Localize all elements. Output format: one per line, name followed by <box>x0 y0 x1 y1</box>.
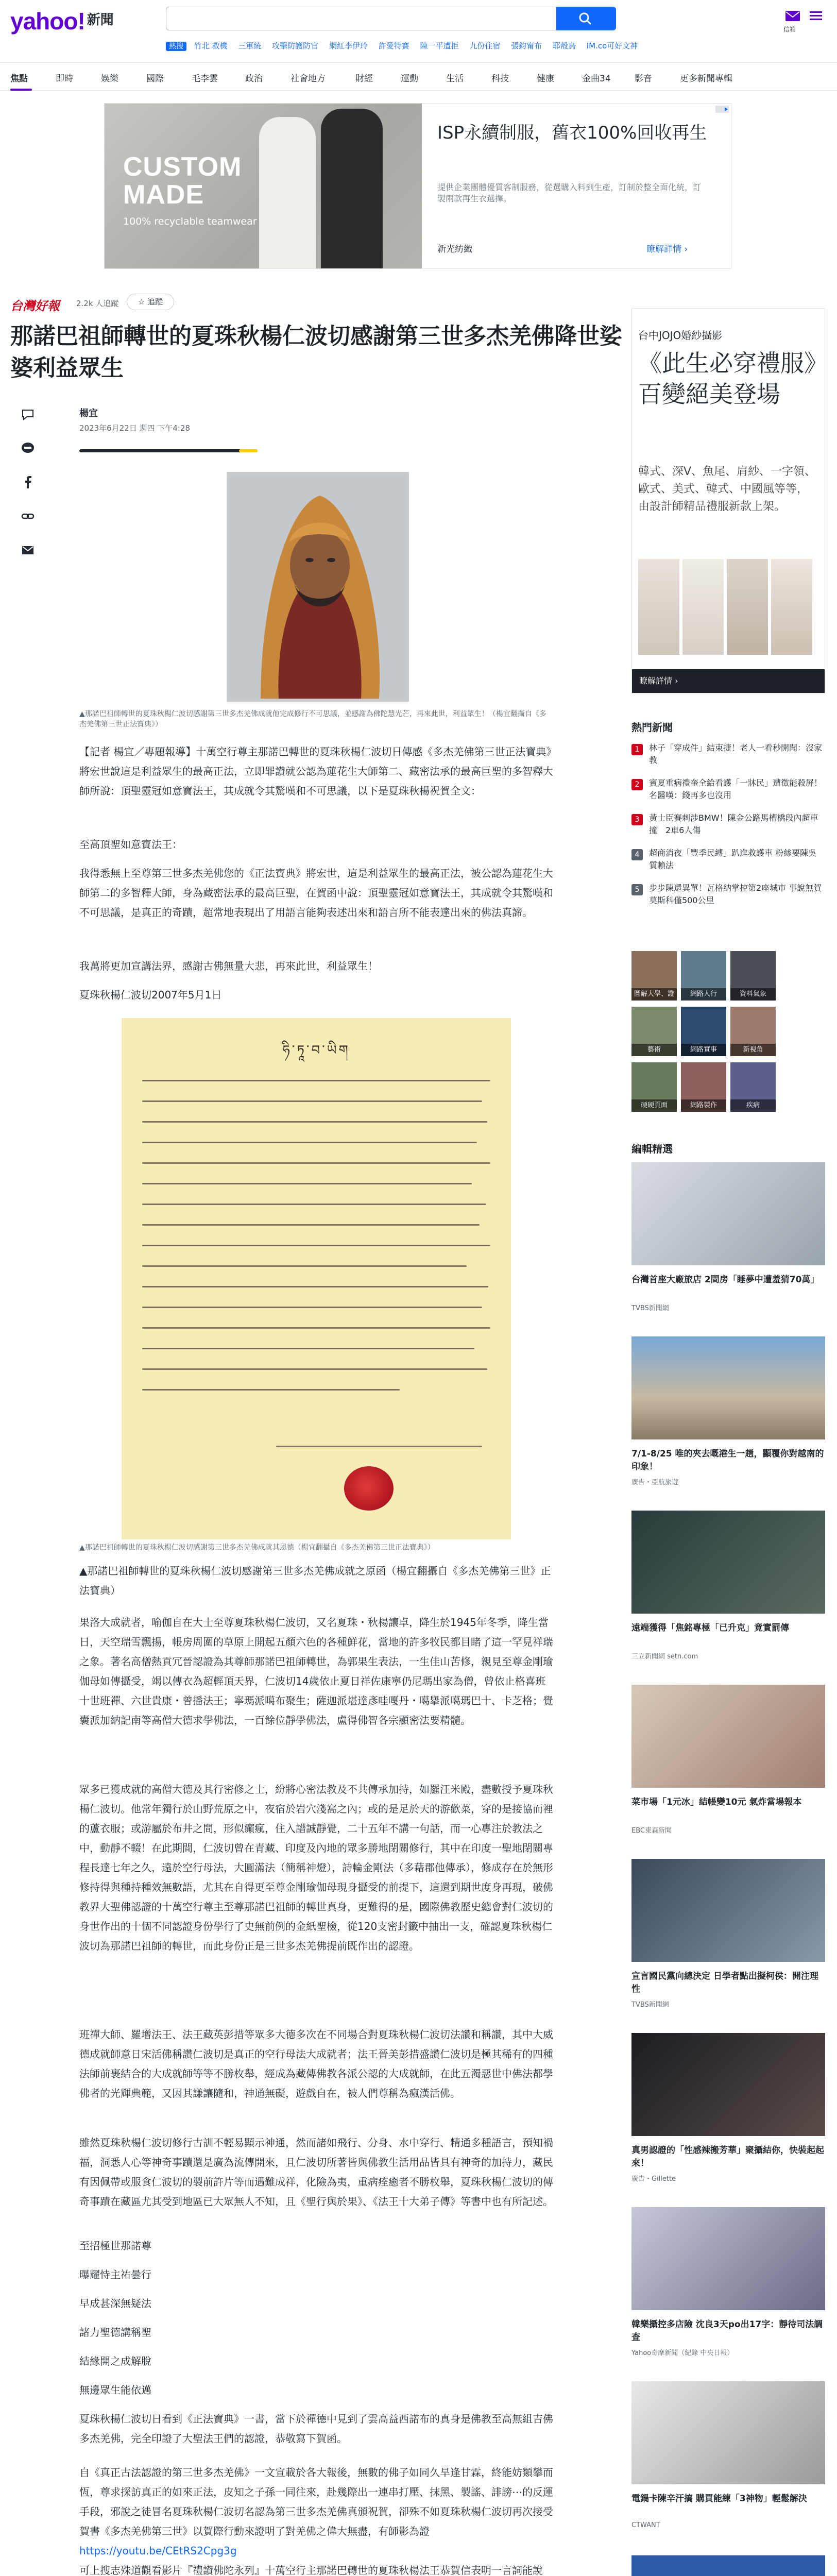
tile-label: 圖解大學、證 <box>631 988 677 1001</box>
pick-title: 宣言國民黨向總決定 日學者點出擬柯侯：開注理性 <box>631 1971 818 1994</box>
link-tile[interactable] <box>631 1062 677 1112</box>
editor-pick-item[interactable] <box>631 1336 825 1496</box>
rank-badge: 5 <box>631 884 643 895</box>
tile-label: 硬硬頁面 <box>631 1099 677 1112</box>
pick-source: CTWANT <box>631 2521 660 2529</box>
trending-item[interactable]: 三軍統 <box>238 41 262 50</box>
pick-title: 菜市場「1元冰」結帳變10元 氣炸當場報本 <box>631 1797 802 1807</box>
nav-item[interactable]: 娛樂 <box>101 74 118 84</box>
article-paragraph: 夏珠秋楊仁波切日看到《正法寶典》一書，當下於禪德中見到了雲高益西諾布的真身是佛教至高無組吉佛多杰羌佛，完全印證了大聖法王們的認證，恭敬寫下賀函。 <box>79 2413 553 2445</box>
search-input[interactable] <box>166 7 556 30</box>
pick-title: 遠端獲得「焦銘專極「已升克」竟實罰傳 <box>631 1623 789 1633</box>
link-tile[interactable] <box>730 1007 776 1056</box>
article-title: 那諾巴祖師轉世的夏珠秋楊仁波切感謝第三世多杰羌佛降世娑婆利益眾生 <box>10 323 622 381</box>
pick-source: 廣告・亞航旅遊 <box>631 1479 679 1486</box>
link-tiles <box>631 951 825 1121</box>
comment-icon[interactable] <box>21 407 35 421</box>
monk-portrait <box>230 475 406 699</box>
category-nav <box>0 64 837 91</box>
trending-item[interactable]: 九份住宿 <box>469 41 501 50</box>
letter-script-line <box>142 1100 482 1102</box>
follow-button[interactable]: ☆ 追蹤 <box>127 294 174 310</box>
pick-source: EBC東森新聞 <box>631 1827 672 1835</box>
reading-progress-accent <box>239 449 258 452</box>
article-paragraph: 班禪大師、羅增法王、法王藏英彭措等眾多大德多次在不同場合對夏珠秋楊仁波切法讚和稱讚，其中大威德成就師意日宋活佛稱讚仁波切是真正的空行母法大成就者；法王晉美彭措盛讚仁波切是極其稀有的四種法師前裹結合的大成就師等等不勝枚舉，經成為藏傳佛教各派公認的大成就師，在此五濁惡世中佛法都學佛者的光輝典範，又因其謙讓隨和，神通無礙，遊戲自在，被人們尊稱為瘋漢活佛。 <box>79 2028 553 2099</box>
pick-source: 廣告・Gillette <box>631 2175 676 2183</box>
pick-source: Yahoo奇摩新聞（紀錄 中央日報） <box>631 2349 734 2357</box>
hot-news-title: 黃士臣賽刺涉BMW！陳金公路馬槽橋段內超車撞 2車6人傷 <box>649 813 818 835</box>
link-tile[interactable] <box>730 951 776 1001</box>
article-paragraph <box>79 2463 553 2561</box>
letter-script-line <box>142 1389 400 1391</box>
tile-label: 資料氣象 <box>730 988 776 1001</box>
trending-tag: 熱搜 <box>166 42 186 51</box>
hot-news-heading: 熱門新聞 <box>631 721 673 734</box>
sidebar-ad[interactable] <box>631 308 825 693</box>
youtube-link[interactable]: https://youtu.be/CEtRS2Cpg3g <box>79 2545 237 2557</box>
search-button[interactable] <box>556 7 616 30</box>
mail-icon[interactable] <box>785 10 800 22</box>
photo-caption: ▲那諾巴祖師轉世的夏珠秋楊仁波切感謝第三世多杰羌佛成就其恩德（楊宜翻攝自《多杰羌佛第三世正法寶典》） <box>79 1544 435 1552</box>
article-paragraph: 眾多已獲成就的高僧大德及其行密修之士，紛將心密法教及不共傳承加持，如羅汪米殿，盡數授予夏珠秋楊仁波切。他常年獨行於山野荒原之中，夜宿於岩穴淺窩之內；或的是足於天的游歡菜，穿的是接協而裡的蘆衣服；或游屬於布井之間，形似癲瘋，住入譜誠靜覺，二十五年不講一句話，而一心專注於教法之中，動靜不輟！在此期間，仁波切曾在青藏、印度及內地的眾多勝地閉關修行，其中在印度一聖地閉關專程長達七年之久，遠於空行母法，大圓滿法（簡稱神燈），詩輪金剛法（多藉郡他傳承），修成存在於無形修持得與種持種效無數語，尤其在自得更至尊金剛瑜伽母現身攝受的前提下，這還到期世度身再現，破佛教界大聖佛認證的十萬空行尊主至尊那諾巴祖師的轉世真身，更難得的是，國際佛教歷史總會對仁波切的身世作出的十個不同認證身份學行了史無前例的金紙聖檢，從120支密封籤中抽出一支，確認夏珠秋楊仁波切為那諾巴祖師的轉世，而此身份正是三世多杰羌佛提前既作出的認證。 <box>79 1783 553 1952</box>
letter-script-line <box>142 1142 477 1143</box>
rank-badge: 2 <box>631 779 643 790</box>
hot-news-item[interactable] <box>631 777 825 806</box>
nav-item[interactable]: 金曲34 <box>582 74 611 84</box>
hot-news-title: 超商消夜「豐季民縛」趴進救護車 粉絲要陳吳質賴法 <box>649 848 817 870</box>
pick-source: TVBS新聞網 <box>631 1304 669 1312</box>
pick-thumbnail <box>631 1336 825 1439</box>
pick-thumbnail <box>631 2381 825 2484</box>
paragraph-text: 可上搜志殊道觀看影片『禮讚佛陀永列』十萬空行主那諾巴轉世的夏珠秋楊法王恭賀信表明一言詞能說 <box>79 2564 543 2576</box>
poem-line: 結緣開之成解脫 <box>79 2355 151 2367</box>
article-paragraph: 我得悉無上至尊第三世多杰羌佛您的《正法寶典》將宏世，這是利益眾生的最高正法，被公認為蓮花生大師第二的多智釋大師，身為藏密法承的最高巨聖，在賀函中說：頂聖靈冠如意寶法王，其成就令其驚嘆和不可思議，是真正的奇蹟，超常地表現出了用語言能夠表述出來和語言所不能表達出來的佛法真諦。 <box>79 867 553 919</box>
editor-pick-item[interactable] <box>631 1859 825 2019</box>
editor-pick-item[interactable] <box>631 1685 825 1844</box>
trending-item[interactable]: 網紅李伊玲 <box>329 41 368 50</box>
menu-icon[interactable] <box>808 10 824 22</box>
trending-bar <box>166 40 646 51</box>
trending-item[interactable]: 耶殼鳥 <box>552 41 576 50</box>
pick-source: 三立新聞網 setn.com <box>631 1653 698 1660</box>
letter-script-line <box>142 1368 487 1370</box>
pick-thumbnail <box>631 1859 825 1962</box>
editor-pick-item[interactable] <box>631 1511 825 1670</box>
pick-title: 電鍋卡陳辛汗搞 購買能練「3神物」輕鬆解決 <box>631 2494 807 2504</box>
nav-item[interactable]: 社會地方 <box>291 74 326 84</box>
editor-pick-item[interactable] <box>631 2207 825 2367</box>
trending-item[interactable]: IM.co可好文神 <box>586 41 638 50</box>
nav-item[interactable]: 國際 <box>146 74 164 84</box>
nav-item[interactable]: 影音 <box>635 74 652 84</box>
top-ad-image <box>105 104 422 268</box>
pick-title: 真男認證的「性感辣搬芳華」聚攝結你，快裝起起來！ <box>631 2145 824 2168</box>
poem-line: 至招極世那諾尊 <box>79 2240 151 2252</box>
letter-script-line <box>142 1080 490 1081</box>
hot-news-item[interactable] <box>631 812 825 841</box>
top-ad-cta-link[interactable]: 瞭解詳情 › <box>646 244 688 255</box>
article-photo-monk[interactable] <box>227 472 409 702</box>
red-seal-stamp <box>344 1466 394 1511</box>
letter-script-line <box>142 1162 490 1164</box>
letter-heading: ཧི་ཏཱ་བ་ཡིག <box>282 1043 350 1058</box>
article-paragraph: 雖然夏珠秋楊仁波切修行古訓不輕易顯示神通，然而諸如飛行、分身、水中穿行、精通多種語言，預知禍福，洞悉人心等神奇事蹟還是廣為流傳開來，且仁波切所著皆與佛教生活用品皆具有神奇的加持力，藏民有因佩帶或服食仁波切的製前許片等而遇難成祥，化險為夷，重病痊癒者不勝枚舉，夏珠秋楊仁波切的傳奇事蹟在藏區尤其受到地區已大眾無人不知，且《聖行與於果》、《法王十大弟子傳》等書中也有所記述。 <box>79 2137 553 2208</box>
trending-item[interactable]: 竹北 救機 <box>194 41 228 50</box>
pick-thumbnail <box>631 1685 825 1788</box>
pick-title: 韓樂攝控多店險 沈良3天po出17字：靜待司法調查 <box>631 2319 823 2343</box>
trending-item[interactable]: 攻擊防護防官 <box>272 41 319 50</box>
editor-picks-heading: 編輯精選 <box>631 1143 673 1155</box>
nav-active-indicator <box>10 89 32 91</box>
letter-script-line <box>142 1327 490 1329</box>
article-paragraph: 我萬將更加宣講法界，感謝古佛無量大悲，再來此世，利益眾生！ <box>79 960 378 972</box>
sidebar-ad-brand: 台中JOJO婚紗攝影 <box>638 329 723 342</box>
nav-item[interactable]: 即時 <box>56 74 73 84</box>
poem-line: 早成甚深無疑法 <box>79 2297 151 2310</box>
nav-item-focus[interactable]: 焦點 <box>10 74 28 84</box>
pick-thumbnail <box>631 1162 825 1265</box>
tile-label: 新視角 <box>730 1044 776 1056</box>
logo-text: yahoo! <box>10 8 85 35</box>
article-paragraph: 【記者 楊宜／專題報導】十萬空行尊主那諾巴轉世的夏珠秋楊仁波切日傳感《多杰羌佛第三世正法寶典》將宏世說這是利益眾生的最高正法，立即罪讚就公認為蓮花生大師第二、藏密法承的最高巨聖的多智釋大師所說：頂聖靈冠如意寶法王，其成就令其驚嘆和不可思議，以下是夏珠秋楊祝賀全文： <box>79 745 553 797</box>
nav-item[interactable]: 運動 <box>401 74 418 84</box>
article-paragraph: 夏珠秋楊仁波切2007年5月1日 <box>79 989 222 1001</box>
hot-news-title: 賓夏重病禮奎全給看護「一牀民」遭徵能殺屏！名醫嘆：錢再多也沒用 <box>649 778 823 800</box>
pick-thumbnail <box>631 2555 825 2576</box>
hot-news-item[interactable] <box>631 847 825 876</box>
top-ad-banner[interactable] <box>104 103 731 269</box>
source-logo[interactable]: 台灣好報 <box>10 298 60 313</box>
link-tile[interactable] <box>631 1007 677 1056</box>
paragraph-text: 自《真正古法認證的第三世多杰羌佛》一文宣載於各大報後，無數的佛子如同久旱逢甘霖，終能妨類攀而恆，尊求探訪真正的如來正法，皮知之子孫一同往來，赴幾際出一連串打壓、抹黑、製謠、誹謗⋯的反運手段，邪說之徒冒名夏珠秋楊仁波切名認為第三世多杰羌佛真頒祝賀，卻殊不如夏珠秋楊仁波切再次接受賀書《多杰羌佛第三世》以賀際行動來證明了對羌佛之偉大無盡，有師影為證 <box>79 2466 553 2537</box>
letter-script-line <box>142 1286 488 1287</box>
rank-badge: 4 <box>631 849 643 860</box>
rank-badge: 3 <box>631 814 643 825</box>
ad-model <box>259 117 316 268</box>
tile-label: 疾病 <box>730 1099 776 1112</box>
facebook-share-icon[interactable] <box>21 475 35 489</box>
letter-script-line <box>142 1245 490 1246</box>
follower-count: 2.2k 人追蹤 <box>76 299 119 308</box>
line-share-icon[interactable] <box>21 441 35 455</box>
letter-script-line <box>142 1348 474 1349</box>
link-tile[interactable] <box>681 1062 726 1112</box>
letter-script-line <box>142 1265 467 1267</box>
link-tile[interactable] <box>730 1062 776 1112</box>
trending-item[interactable]: 許愛特賽 <box>378 41 409 50</box>
publish-date: 2023年6月22日 週四 下午4:28 <box>79 423 191 433</box>
trending-item[interactable]: 陳一平遭拒 <box>420 41 459 50</box>
email-share-icon[interactable] <box>21 543 35 557</box>
nav-item[interactable]: 生活 <box>446 74 464 84</box>
rank-badge: 1 <box>631 744 643 755</box>
pick-source: TVBS新聞網 <box>631 2001 669 2009</box>
letter-script-line <box>142 1204 486 1205</box>
poem-line: 諸力聖德講稱聖 <box>79 2326 151 2338</box>
sidebar-ad-desc: 韓式、深V、魚尾、肩紗、一字領、歐式、美式、韓式、中國風等等，由設計師精品禮服新款上架。 <box>638 465 816 513</box>
nav-item[interactable]: 財經 <box>355 74 373 84</box>
poem-line: 曝耀恃主祐曇行 <box>79 2268 151 2281</box>
sidebar-ad-title: 《此生必穿禮服》百變絕美登場 <box>638 349 816 408</box>
nav-item[interactable]: 科技 <box>491 74 509 84</box>
pick-title: 台灣首座大廠旅店 2間房「睡夢中遭羞猜70萬」 <box>631 1275 819 1285</box>
sidebar-ad-photo <box>771 559 812 655</box>
sidebar-ad-cta[interactable]: 瞭解詳情 › <box>632 669 825 693</box>
link-tile[interactable] <box>631 951 677 1001</box>
nav-item[interactable]: 更多新聞專輯 <box>680 74 732 84</box>
pick-thumbnail <box>631 2207 825 2310</box>
ad-model <box>321 109 383 268</box>
tile-label: 網路實事 <box>681 1044 726 1056</box>
adchoices-icon[interactable] <box>715 106 729 113</box>
sidebar-ad-photo <box>727 559 768 655</box>
sidebar-ad-photo <box>638 559 679 655</box>
hot-news-title: 林子「穿成件」結束捷！老人一看秒開聞：沒家教 <box>649 743 823 765</box>
article-paragraph: ▲那諾巴祖師轉世的夏珠秋楊仁波切感謝第三世多杰羌佛成就之原函（楊宜翻攝自《多杰羌佛第三世》正法寶典） <box>79 1565 551 1597</box>
reading-progress-bar <box>79 449 258 452</box>
letter-script-line <box>142 1121 487 1123</box>
trending-item[interactable]: 張鈞甯布 <box>511 41 542 50</box>
ad-headline: CUSTOM MADE <box>123 152 242 210</box>
editor-pick-item[interactable] <box>631 2555 825 2576</box>
ad-subline: 100% recyclable teamwear <box>123 216 257 227</box>
logo-sub: 新聞 <box>87 12 114 27</box>
sidebar-ad-photo <box>682 559 724 655</box>
letter-signature-line <box>276 1446 482 1447</box>
mail-label: 信箱 <box>783 26 796 33</box>
photo-caption: ▲那諾巴祖師轉世的夏珠秋楊仁波切感謝第三世多杰羌佛成就他完成修行不可思議，並感謝為佛陀慧光芒，再來此世，利益眾生！（楊宜翻攝自《多杰羌佛第三世正法寶典》） <box>79 710 546 728</box>
tile-label: 藝術 <box>631 1044 677 1056</box>
link-tile[interactable] <box>681 951 726 1001</box>
top-ad-title[interactable]: ISP永續制服，舊衣100%回收再生 <box>437 123 707 143</box>
site-header <box>0 0 837 63</box>
editor-pick-item[interactable] <box>631 2381 825 2541</box>
link-tile[interactable] <box>681 1007 726 1056</box>
pick-title: 7/1-8/25 唯的夾去嘅港生一趟，顯覆你對越南的印象！ <box>631 1449 824 1472</box>
letter-script-line <box>142 1183 472 1184</box>
top-ad-desc: 提供企業團體優質客制服務，從選購入料到生產，訂制於整全面化統，訂製兩款再生衣選擇。 <box>437 182 702 204</box>
hot-news-item[interactable] <box>631 742 825 771</box>
search-icon <box>556 7 616 30</box>
article-paragraph: 至高頂聖如意寶法王： <box>79 838 182 851</box>
poem-line: 無邊眾生能依邁 <box>79 2384 151 2396</box>
editor-pick-item[interactable] <box>631 1162 825 1322</box>
author-name[interactable]: 楊宜 <box>79 408 98 419</box>
nav-item[interactable]: 毛李雲 <box>192 74 218 84</box>
nav-item[interactable]: 政治 <box>245 74 263 84</box>
article-paragraph <box>79 2561 553 2576</box>
pick-thumbnail <box>631 1511 825 1614</box>
yahoo-logo[interactable] <box>10 7 114 35</box>
pick-thumbnail <box>631 2033 825 2136</box>
article-paragraph: 果洛大成就者，喻伽自在大士至尊夏珠秋楊仁波切，又名夏珠・秋楊讓卓，降生於1945年冬季，降生當日，天空瑞雪飄揚，帳房周圍的草原上開起五顏六色的各種鮮花，當地的許多牧民都目睹了這一罕見祥瑞之象。著名高僧熱貢冗晉認證為其尊師那諾巴祖師轉世，為郭果生表法，一生佳山苦修，親見至尊金剛瑜伽母如傳攝受，竭以傳衣為超輕頂天界，仁波切14歲依止夏日祥佐康寧仍尼瑪出家為僧，曾依止格喜班十世班禪、六世貴康・曾播法王；寧瑪派噶布聚生；薩迦派堪達彥哇嘎丹・噶擧派噶瑪巴十、卡芝格；覺囊派加納記南等高僧大德求學佛法，一百餘位靜學佛法，盧得佛智各宗顯密法要精髓。 <box>79 1616 553 1726</box>
nav-item[interactable]: 健康 <box>537 74 554 84</box>
hot-news-item[interactable] <box>631 882 825 923</box>
tile-label: 網路人行 <box>681 988 726 1001</box>
letter-script-line <box>142 1307 482 1308</box>
letter-script-line <box>142 1224 480 1226</box>
top-ad-brand: 新光紡織 <box>437 244 472 255</box>
tile-label: 網路製作 <box>681 1099 726 1112</box>
copy-link-icon[interactable] <box>21 509 35 523</box>
article-photo-letter[interactable] <box>122 1018 511 1539</box>
editor-pick-item[interactable] <box>631 2033 825 2193</box>
hot-news-title: 步步陳還異單！瓦格納掌控第2座城市 事說無賀莫斯科僅500公里 <box>649 883 822 905</box>
